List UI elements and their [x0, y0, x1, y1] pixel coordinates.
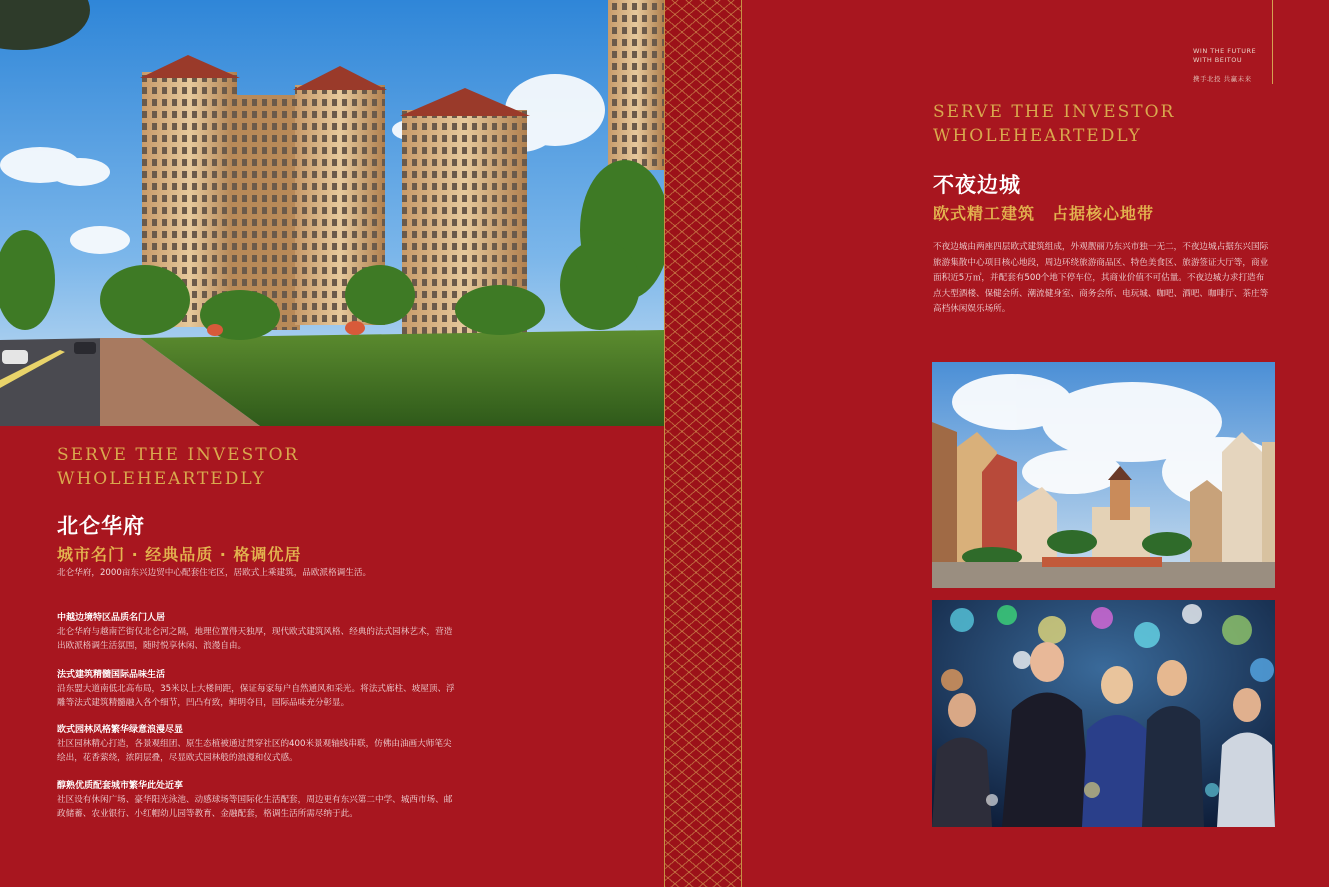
- nightlife-party-photo: [932, 600, 1275, 827]
- feature-item: [57, 668, 455, 723]
- gold-lattice-pattern: [664, 0, 742, 887]
- feature-item: [57, 723, 455, 779]
- residential-towers-photo: [0, 0, 664, 426]
- left-slogan-line1: SERVE THE INVESTOR: [57, 445, 300, 465]
- left-subtitle: 城市名门 · 经典品质 · 格调优居: [57, 545, 302, 564]
- feature-heading: 醇熟优质配套城市繁华此处近享: [57, 781, 184, 791]
- pattern-border-left: [664, 0, 665, 887]
- left-slogan: [57, 443, 299, 491]
- right-slogan: [933, 100, 1175, 148]
- left-slogan-line2: WHOLEHEARTEDLY: [57, 469, 266, 489]
- right-body: 不夜边城由两座四层欧式建筑组成，外观靓丽乃东兴市独一无二，不夜边城占据东兴国际旅游集散中心项目核心地段，周边环绕旅游商品区、特色美食区、旅游签证大厅等，商业面积近5万㎡，并配套有500个地下停车位，其商业价值不可估量。不夜边城力求打造布点大型酒楼、保健会所、潮流健身室、商务会所、电玩城、咖吧、酒吧、咖啡厅、茶庄等高档休闲娱乐场所。: [933, 242, 1269, 314]
- feature-item: [57, 611, 455, 668]
- brand-line3: 携手北投 共赢未来: [1193, 75, 1252, 83]
- left-title: 北仑华府: [57, 514, 145, 538]
- brand-line2: WITH BEITOU: [1193, 56, 1243, 64]
- right-slogan-line2: WHOLEHEARTEDLY: [933, 126, 1142, 146]
- feature-text: 沿东盟大道南低北高布局，35米以上大楼间距，保证每家每户自然通风和采光。将法式廊柱、坡屋顶、浮雕等法式建筑精髓融入各个细节，凹凸有致，鲜明夺目，国际品味充分彰显。: [57, 684, 455, 708]
- brand-line1: WIN THE FUTURE: [1193, 47, 1257, 55]
- right-subtitle: 欧式精工建筑 占据核心地带: [933, 204, 1155, 223]
- feature-text: 社区设有休闲广场、豪华阳光泳池、动感球场等国际化生活配套，周边更有东兴第二中学、城西市场、邮政储蓄、农业银行、小红帽幼儿园等教育、金融配套，格调生活所需尽纳于此。: [57, 795, 453, 819]
- feature-heading: 中越边境特区品质名门人居: [57, 613, 166, 623]
- left-intro: 北仑华府，2000亩东兴边贸中心配套住宅区，居欧式上乘建筑，品欧派格调生活。: [57, 568, 372, 578]
- feature-heading: 欧式园林风格繁华绿意浪漫尽显: [57, 725, 184, 735]
- european-town-photo: [932, 362, 1275, 588]
- feature-text: 北仑华府与越南芒街仅北仑河之隔，地理位置得天独厚，现代欧式建筑风格、经典的法式园林艺术，营造出欧派格调生活氛围，随时悦享休闲、浪漫自由。: [57, 627, 453, 651]
- feature-heading: 法式建筑精髓国际品味生活: [57, 670, 166, 680]
- right-slogan-line1: SERVE THE INVESTOR: [933, 102, 1176, 122]
- feature-list: [57, 611, 455, 821]
- feature-item: [57, 779, 455, 821]
- feature-text: 社区园林精心打造，各景观组团、原生态植被通过贯穿社区的400米景观轴线串联，仿佛由油画大师笔尖绘出，花香萦绕，浓阴层叠，尽显欧式园林般的浪漫和仪式感。: [57, 739, 452, 763]
- brand-block: [1193, 47, 1273, 84]
- right-title: 不夜边城: [933, 173, 1021, 197]
